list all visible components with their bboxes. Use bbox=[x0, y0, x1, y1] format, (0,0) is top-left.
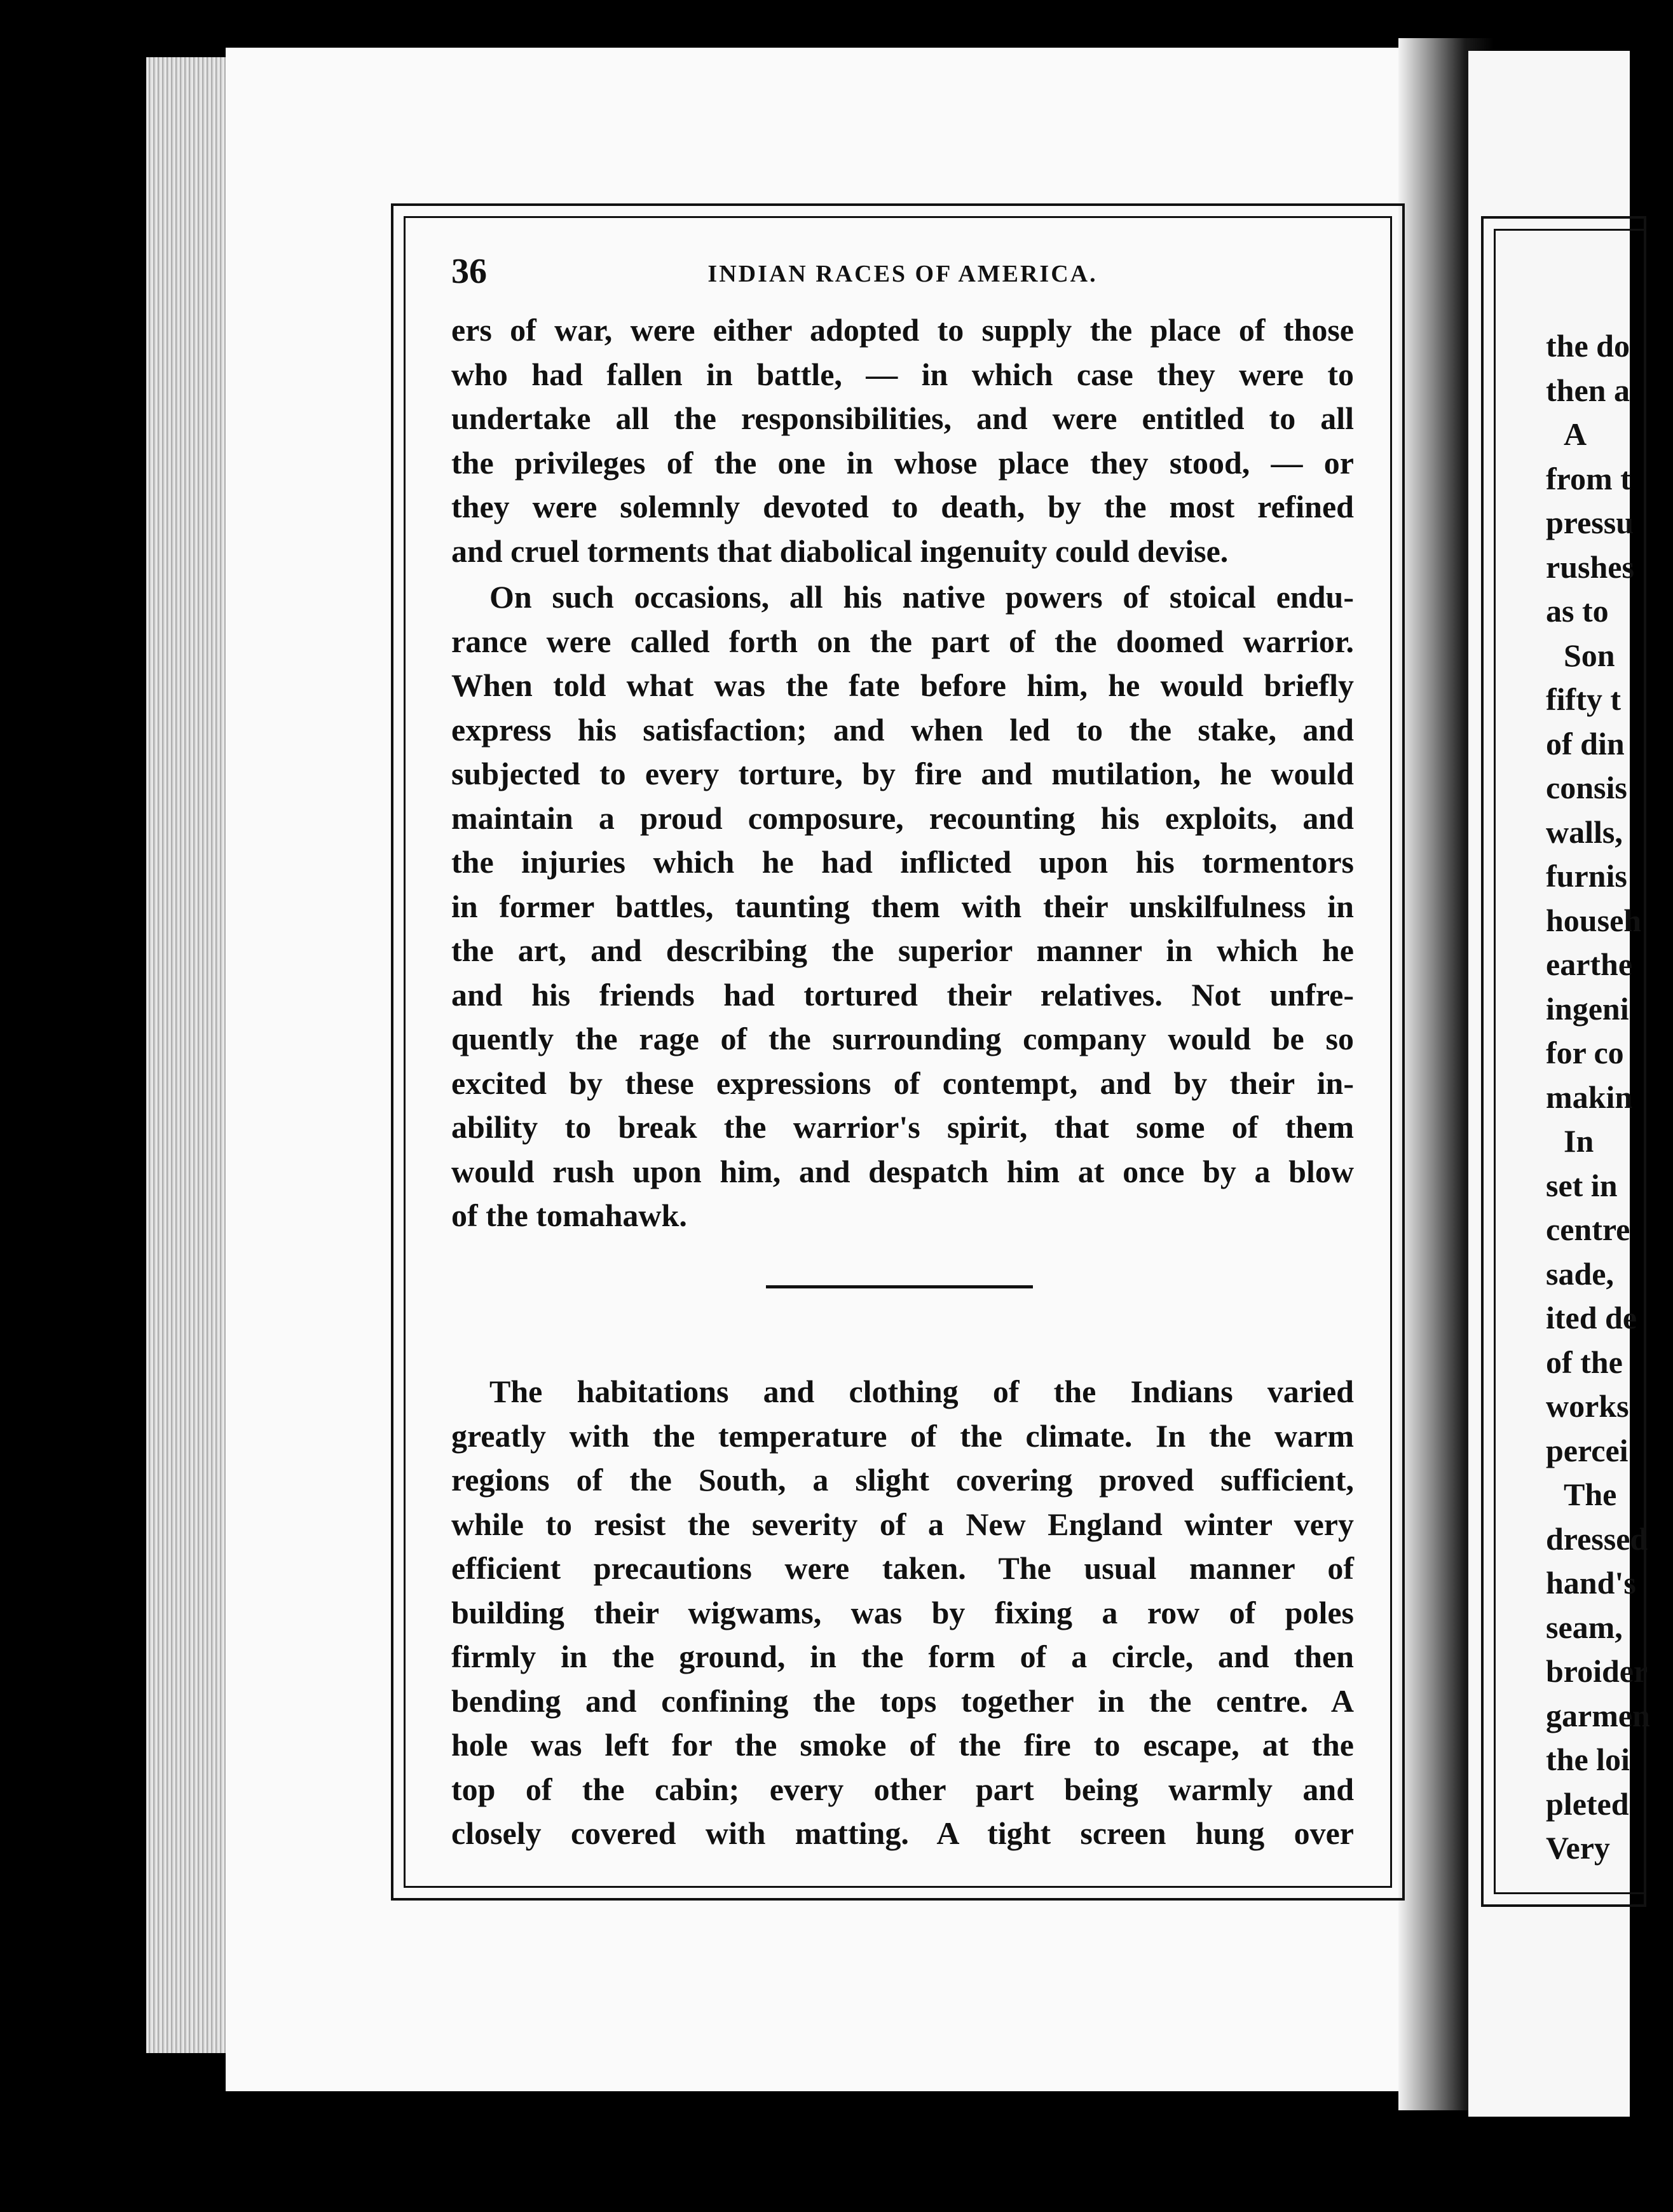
page-edges bbox=[146, 57, 229, 2053]
text-line: hole was left for the smoke of the fire to escape, at the bbox=[451, 1727, 1354, 1763]
text-line: top of the cabin; every other part being warmly and bbox=[451, 1771, 1354, 1807]
text-line: while to resist the severity of a New England winter very bbox=[451, 1506, 1354, 1542]
right-page-line: A bbox=[1564, 416, 1587, 452]
page-number: 36 bbox=[451, 252, 487, 291]
text-line: would rush upon him, and despatch him at once by a blow bbox=[451, 1153, 1354, 1189]
text-line: building their wigwams, was by fixing a row of poles bbox=[451, 1594, 1354, 1630]
right-page-line: hand's bbox=[1546, 1565, 1636, 1601]
right-page-line: rushes bbox=[1546, 549, 1634, 585]
right-page-line: Son bbox=[1564, 637, 1615, 673]
text-line: the privileges of the one in whose place they stood, — or bbox=[451, 444, 1354, 481]
paragraph-1 bbox=[451, 308, 1354, 573]
right-page-line: earthe bbox=[1546, 946, 1633, 982]
right-page-line: of din bbox=[1546, 725, 1625, 761]
right-page-line: percei bbox=[1546, 1432, 1629, 1468]
right-page-line: The bbox=[1564, 1477, 1617, 1512]
right-page-line: seam, bbox=[1546, 1609, 1623, 1645]
right-page-line: walls, bbox=[1546, 814, 1623, 850]
right-page-line: ingeni bbox=[1546, 990, 1629, 1027]
right-page-line: the do bbox=[1546, 328, 1630, 364]
right-page-line: furnis bbox=[1546, 858, 1627, 894]
text-line: firmly in the ground, in the form of a circle, and then bbox=[451, 1639, 1354, 1674]
text-line: regions of the South, a slight covering proved sufficient, bbox=[451, 1462, 1354, 1498]
text-line: When told what was the fate before him, he would briefly bbox=[451, 667, 1354, 703]
text-line: in former battles, taunting them with their unskilfulness in bbox=[451, 888, 1354, 924]
text-line: bending and confining the tops together in the centre. A bbox=[451, 1683, 1354, 1719]
right-page-line: then a bbox=[1546, 372, 1630, 408]
right-page-line: set in bbox=[1546, 1167, 1618, 1203]
text-line: On such occasions, all his native powers of stoical endu- bbox=[489, 579, 1354, 615]
text-line: and cruel torments that diabolical ingenuity could devise. bbox=[451, 533, 1229, 569]
running-title: INDIAN RACES OF AMERICA. bbox=[707, 261, 1098, 287]
text-line: subjected to every torture, by fire and mutilation, he would bbox=[451, 756, 1354, 791]
text-line: ability to break the warrior's spirit, that some of them bbox=[451, 1109, 1354, 1145]
text-line: express his satisfaction; and when led to the stake, and bbox=[451, 711, 1354, 748]
page-header bbox=[451, 251, 1354, 296]
right-page-line: pleted bbox=[1546, 1785, 1629, 1822]
paragraph-3 bbox=[451, 1370, 1354, 1856]
text-line: excited by these expressions of contempt, and by their in- bbox=[451, 1065, 1354, 1101]
text-line: ers of war, were either adopted to supply the place of those bbox=[451, 312, 1354, 348]
right-page-line: househ bbox=[1546, 902, 1642, 938]
right-page-line: from t bbox=[1546, 460, 1631, 496]
right-page-text bbox=[1546, 324, 1673, 1871]
text-line: efficient precautions were taken. The usual manner of bbox=[451, 1550, 1354, 1586]
text-line: greatly with the temperature of the climate. In the warm bbox=[451, 1417, 1354, 1454]
right-page-line: of the bbox=[1546, 1344, 1623, 1380]
right-page-line: sade, bbox=[1546, 1255, 1614, 1292]
text-line: rance were called forth on the part of the doomed warrior. bbox=[451, 623, 1354, 659]
right-page-line: pressu bbox=[1546, 505, 1634, 540]
right-page-line: for co bbox=[1546, 1035, 1624, 1070]
right-page-line: fifty t bbox=[1546, 681, 1621, 717]
text-line: undertake all the responsibilities, and were entitled to all bbox=[451, 400, 1354, 436]
right-page-line: the loi bbox=[1546, 1742, 1630, 1777]
text-line: they were solemnly devoted to death, by the most refined bbox=[451, 489, 1354, 524]
right-page-line: as to bbox=[1546, 593, 1609, 629]
right-page-line: makin bbox=[1546, 1079, 1633, 1115]
text-line: The habitations and clothing of the Indians varied bbox=[489, 1374, 1354, 1409]
right-page-line: In bbox=[1564, 1123, 1594, 1159]
text-line: of the tomahawk. bbox=[451, 1198, 687, 1233]
text-line: who had fallen in battle, — in which case they were to bbox=[451, 356, 1354, 392]
text-line: closely covered with matting. A tight screen hung over bbox=[451, 1815, 1354, 1851]
right-page-line: broider bbox=[1546, 1653, 1648, 1689]
text-line: the injuries which he had inflicted upon his tormentors bbox=[451, 844, 1354, 880]
text-line: and his friends had tortured their relatives. Not unfre- bbox=[451, 976, 1354, 1013]
paragraph-2 bbox=[451, 575, 1354, 1238]
right-page-line: works bbox=[1546, 1388, 1629, 1424]
right-page-line: ited de bbox=[1546, 1300, 1637, 1335]
text-line: the art, and describing the superior manner in which he bbox=[451, 932, 1354, 968]
right-page-line: consis bbox=[1546, 770, 1627, 805]
text-line: quently the rage of the surrounding company would be so bbox=[451, 1021, 1354, 1056]
right-page-line: garmen bbox=[1546, 1697, 1650, 1733]
right-page-line: dressed bbox=[1546, 1520, 1648, 1557]
right-page-line: Very bbox=[1546, 1830, 1610, 1866]
right-page-line: centre bbox=[1546, 1212, 1630, 1247]
text-line: maintain a proud composure, recounting his exploits, and bbox=[451, 800, 1354, 836]
section-divider bbox=[766, 1285, 1033, 1288]
